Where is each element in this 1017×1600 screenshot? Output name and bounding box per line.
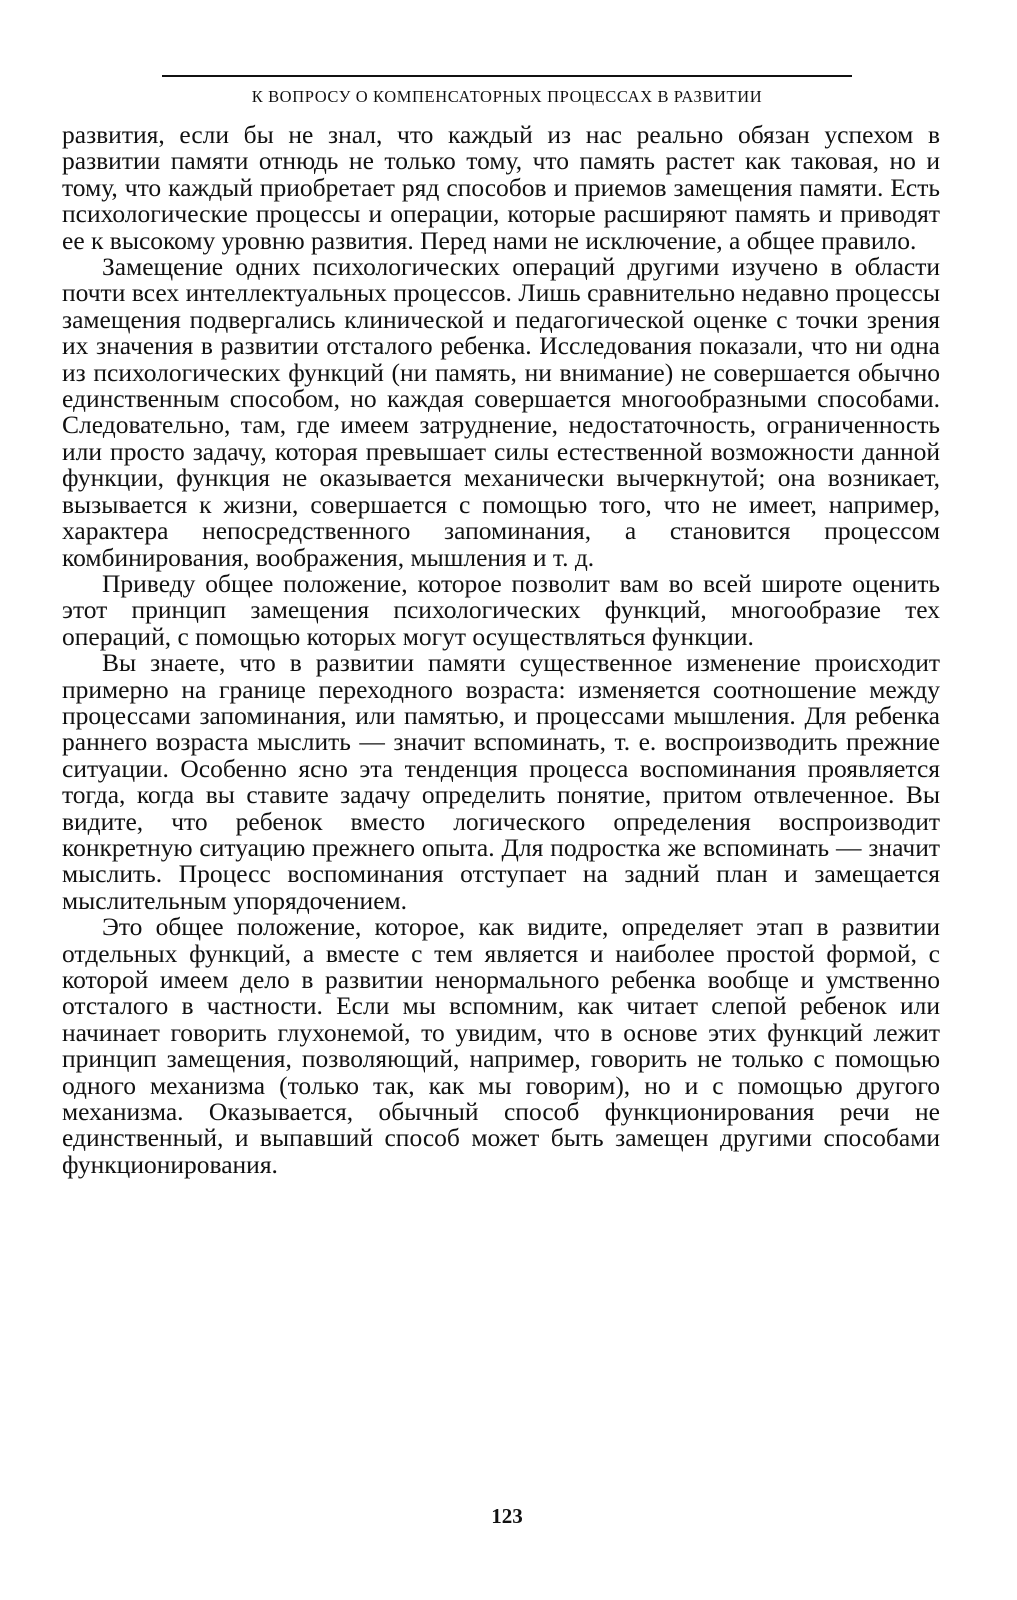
header-rule <box>162 75 852 77</box>
paragraph-4: Вы знаете, что в развитии памяти существенное изменение происходит примерно на границе переходного возраста: изменяется соотношение между процессами запоминания, или памятью, и процессами мышления. Для ребенка раннего возраста мыслить — значит вспоминать, т. е. воспроизводить прежние ситуации. Особенно ясно эта тенденция процесса воспоминания проявляется тогда, когда вы ставите задачу определить понятие, притом отвлеченное. Вы видите, что ребенок вместо логического определения воспроизводит конкретную ситуацию прежнего опыта. Для подростка же вспоминать — значит мыслить. Процесс воспоминания отступает на задний план и замещается мыслительным упорядочением. <box>62 648 940 915</box>
body-text <box>62 122 940 1178</box>
paragraph-3: Приведу общее положение, которое позволит вам во всей широте оценить этот принцип замещения психологических функций, многообразие тех операций, с помощью которых могут осуществляться функции. <box>62 568 940 651</box>
paragraph-5: Это общее положение, которое, как видите, определяет этап в развитии отдельных функций, а вместе с тем является и наиболее простой формой, с которой имеем дело в развитии ненормального ребенка вообще и умственно отсталого в частности. Если мы вспомним, как читает слепой ребенок или начинает говорить глухонемой, то увидим, что в основе этих функций лежит принцип замещения, позволяющий, например, говорить не только с помощью одного механизма (только так, как мы говорим), но и с помощью другого механизма. Оказывается, обычный способ функционирования речи не единственный, и выпавший способ может быть замещен другими способами функционирования. <box>62 912 940 1179</box>
page-number: 123 <box>491 1504 523 1528</box>
paragraph-1: развития, если бы не знал, что каждый из нас реально обязан успехом в развитии памяти отнюдь не только тому, что память растет как таковая, но и тому, что каждый приобретает ряд способов и приемов замещения памяти. Есть психологические процессы и операции, которые расширяют память и приводят ее к высокому уровню развития. Перед нами не исключение, а общее правило. <box>62 120 940 255</box>
running-head: К ВОПРОСУ О КОМПЕНСАТОРНЫХ ПРОЦЕССАХ В РАЗВИТИИ <box>251 87 763 106</box>
paragraph-2: Замещение одних психологических операций другими изучено в области почти всех интеллектуальных процессов. Лишь сравнительно недавно процессы замещения подвергались клинической и педагогической оценке с точки зрения их значения в развитии отсталого ребенка. Исследования показали, что ни одна из психологических функций (ни память, ни внимание) не совершается обычно единственным способом, но каждая совершается многообразными способами. Следовательно, там, где имеем затруднение, недостаточность, ограниченность или просто задачу, которая превышает силы естественной возможности данной функции, функция не оказывается механически вычеркнутой; она возникает, вызывается к жизни, совершается с помощью того, что не имеет, например, характера непосредственного запоминания, а становится процессом комбинирования, воображения, мышления и т. д. <box>62 252 940 572</box>
book-page <box>62 72 952 1572</box>
